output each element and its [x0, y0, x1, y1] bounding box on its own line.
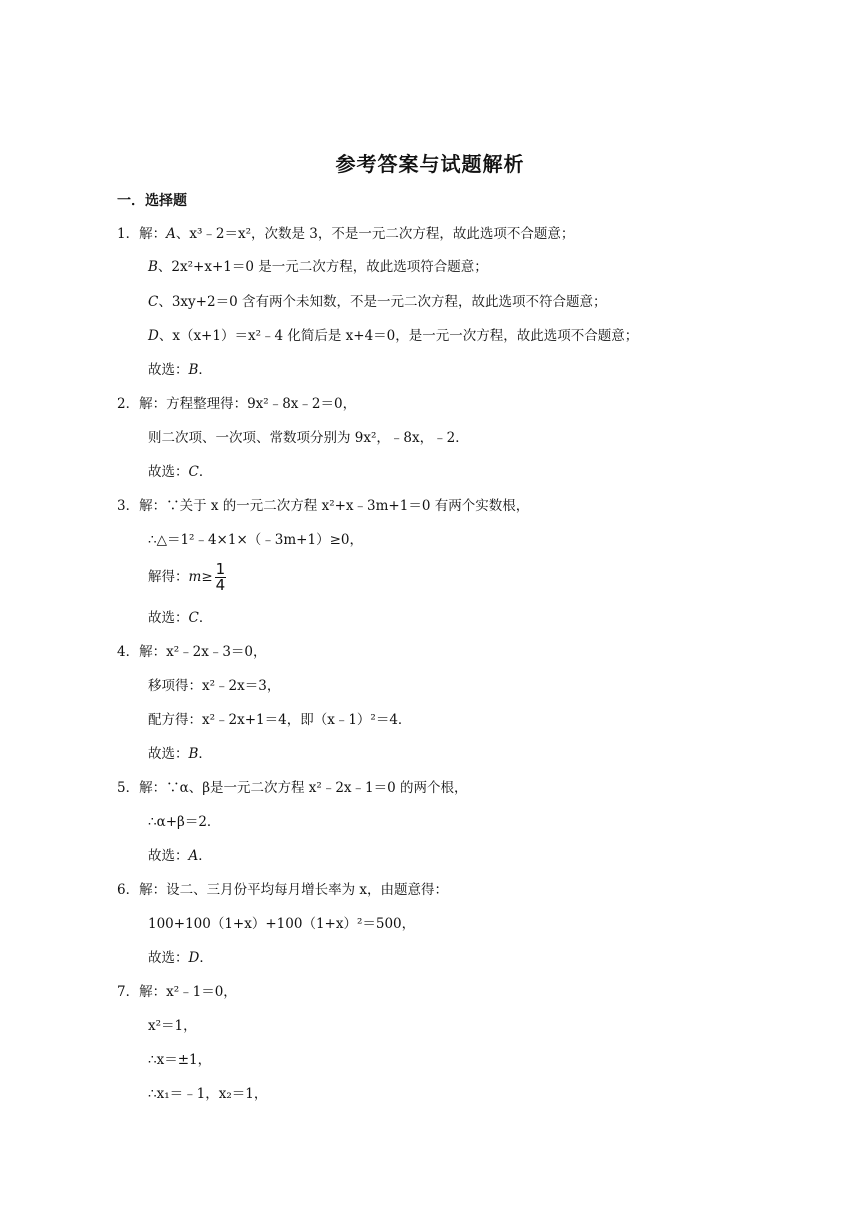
q4-line-2: 移项得：x²﹣2x＝3，: [148, 678, 281, 694]
fraction-one-quarter: $\frac{1}{4}$: [215, 560, 226, 594]
q4-number: 4．: [117, 644, 140, 660]
q7-line-2: x²＝1，: [148, 1018, 197, 1034]
q6-line-2: 100+100（1+x）+100（1+x）²＝500，: [148, 916, 416, 932]
q4-answer: 故选：B．: [148, 746, 212, 762]
q3-line-1: 3．解：∵关于 x 的一元二次方程 x²+x﹣3m+1＝0 有两个实数根，: [117, 498, 530, 514]
q7-number: 7．: [117, 984, 140, 1000]
q4-line-3: 配方得：x²﹣2x+1＝4，即（x﹣1）²＝4．: [148, 712, 412, 728]
q2-line-2: 则二次项、一次项、常数项分别为 9x²，﹣8x，﹣2．: [148, 430, 469, 446]
q4-line-1: 4．解：x²﹣2x﹣3＝0，: [117, 644, 267, 660]
q1-number: 1．: [117, 226, 140, 242]
q6-answer: 故选：D．: [148, 950, 213, 966]
q6-number: 6．: [117, 882, 140, 898]
q2-number: 2．: [117, 396, 140, 412]
section-heading: 一．选择题: [117, 193, 187, 209]
q7-line-4: ∴x₁＝﹣1，x₂＝1，: [148, 1086, 268, 1102]
q1-line-b: B、2x²+x+1＝0 是一元二次方程，故此选项符合题意；: [148, 259, 488, 275]
q1-line-a: 1．解：A、x³﹣2＝x²，次数是 3，不是一元二次方程，故此选项不合题意；: [117, 226, 575, 242]
q3-line-3: 解得：m≥ $\frac{1}{4}$: [148, 560, 226, 594]
q7-line-1: 7．解：x²﹣1＝0，: [117, 984, 237, 1000]
q3-answer: 故选：C．: [148, 610, 213, 626]
q2-line-1: 2．解：方程整理得：9x²﹣8x﹣2＝0，: [117, 396, 357, 412]
q5-answer: 故选：A．: [148, 848, 212, 864]
q5-line-2: ∴α+β＝2．: [148, 814, 221, 830]
q2-answer: 故选：C．: [148, 464, 213, 480]
q1-line-d: D、x（x+1）＝x²﹣4 化简后是 x+4＝0，是一元一次方程，故此选项不合题意；: [148, 328, 639, 344]
q5-line-1: 5．解：∵α、β是一元二次方程 x²﹣2x﹣1＝0 的两个根，: [117, 780, 468, 796]
q7-line-3: ∴x＝±1，: [148, 1052, 212, 1068]
q1-line-c: C、3xy+2＝0 含有两个未知数，不是一元二次方程，故此选项不符合题意；: [148, 294, 607, 310]
q1-answer: 故选：B．: [148, 362, 212, 378]
q5-number: 5．: [117, 780, 140, 796]
q3-line-2: ∴△＝1²﹣4×1×（﹣3m+1）≥0，: [148, 532, 363, 548]
q3-number: 3．: [117, 498, 140, 514]
q6-line-1: 6．解：设二、三月份平均每月增长率为 x，由题意得：: [117, 882, 448, 898]
page-title: 参考答案与试题解析: [335, 152, 525, 176]
